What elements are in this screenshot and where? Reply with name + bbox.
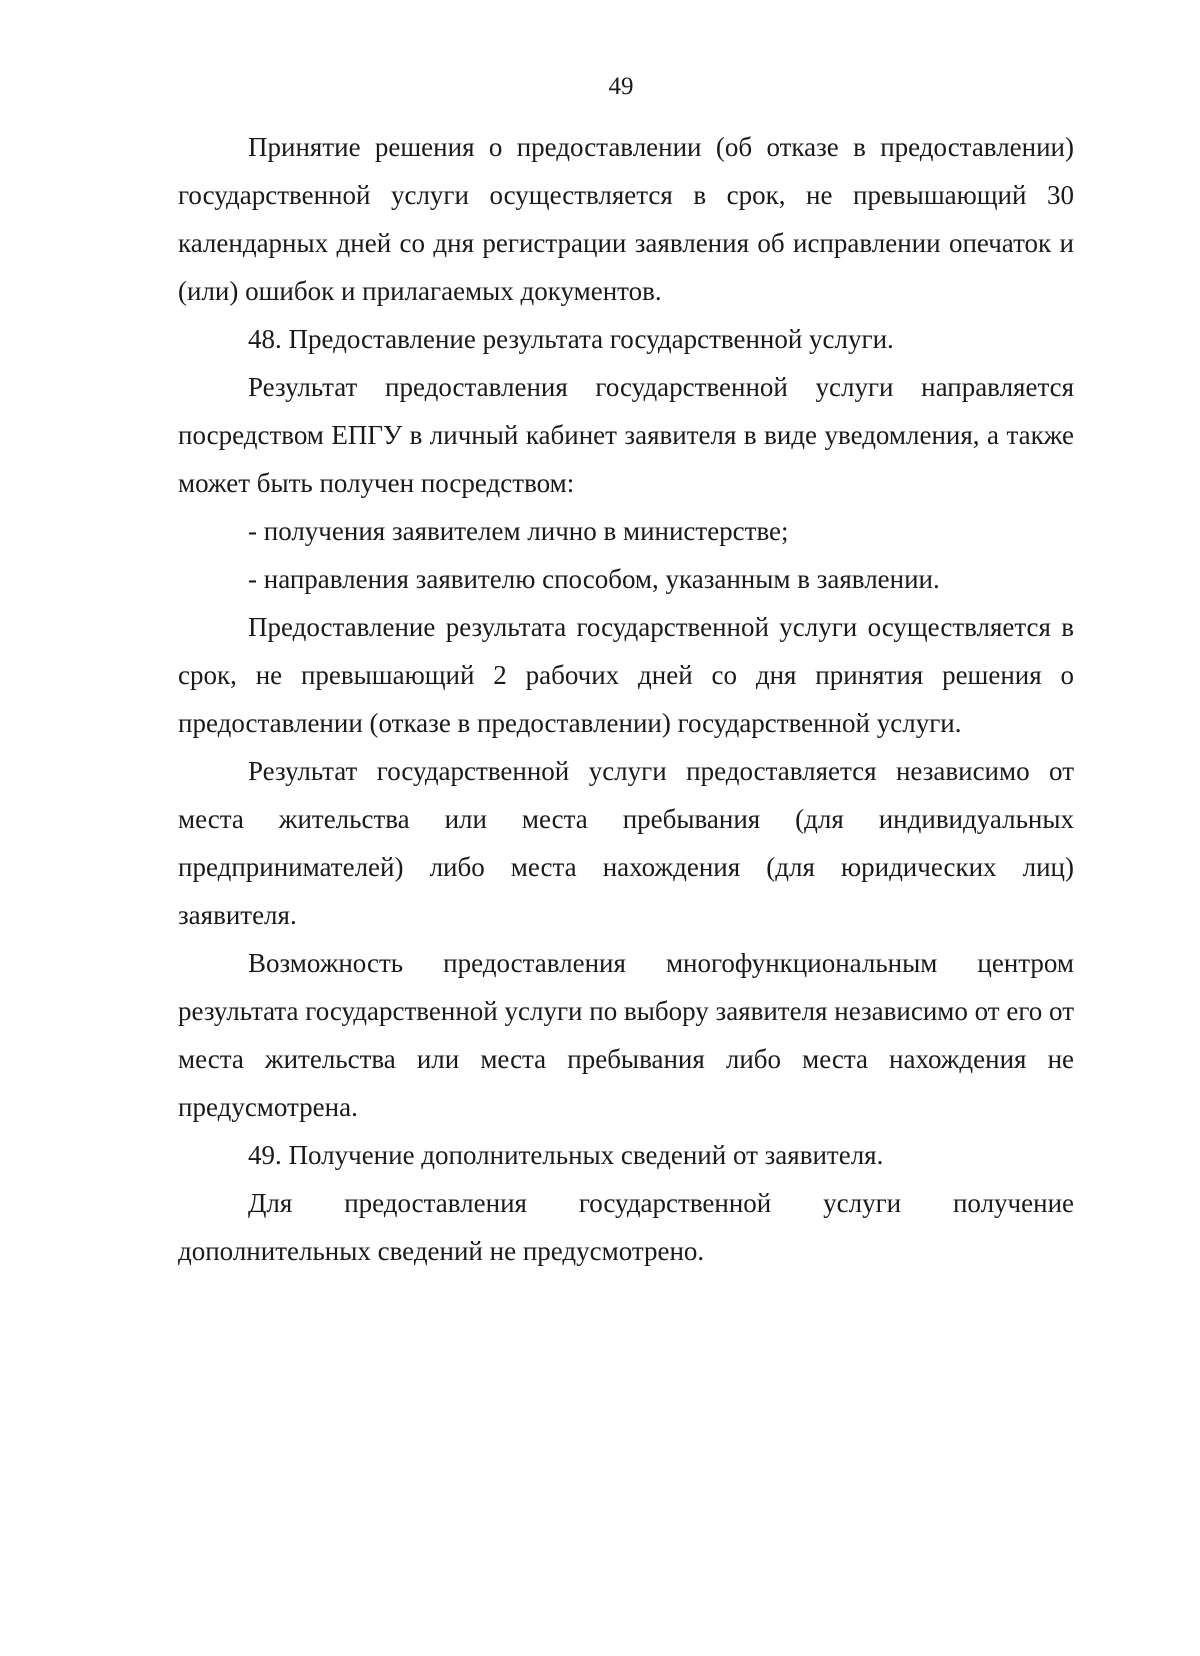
paragraph-additional-info: Для предоставления государственной услуги получение дополнительных сведений не предусмотрено. (178, 1188, 1074, 1266)
paragraph-mfc-possibility: Возможность предоставления многофункциональным центром результата государственной услуги по выбору заявителя независимо от его от места жительства или места пребывания либо места нахождения не предусмотрена. (178, 948, 1074, 1122)
section-heading-48: 48. Предоставление результата государственной услуги. (248, 324, 894, 354)
paragraph-result-independence: Результат государственной услуги предоставляется независимо от места жительства или места пребывания (для индивидуальных предпринимателей) либо места нахождения (для юридических лиц) заявителя. (178, 756, 1074, 930)
document-body (178, 123, 1074, 1275)
section-heading-49: 49. Получение дополнительных сведений от заявителя. (248, 1140, 884, 1170)
paragraph-decision-deadline: Принятие решения о предоставлении (об отказе в предоставлении) государственной услуги осуществляется в срок, не превышающий 30 календарных дней со дня регистрации заявления об исправлении опечаток и (или) ошибок и прилагаемых документов. (178, 132, 1074, 306)
list-item-by-method: - направления заявителю способом, указанным в заявлении. (248, 564, 940, 594)
list-item-in-person: - получения заявителем лично в министерстве; (248, 516, 789, 546)
page-number: 49 (608, 73, 634, 100)
paragraph-result-delivery: Результат предоставления государственной услуги направляется посредством ЕПГУ в личный кабинет заявителя в виде уведомления, а также может быть получен посредством: (178, 372, 1074, 498)
paragraph-result-deadline: Предоставление результата государственной услуги осуществляется в срок, не превышающий 2 рабочих дней со дня принятия решения о предоставлении (отказе в предоставлении) государственной услуги. (178, 612, 1074, 738)
